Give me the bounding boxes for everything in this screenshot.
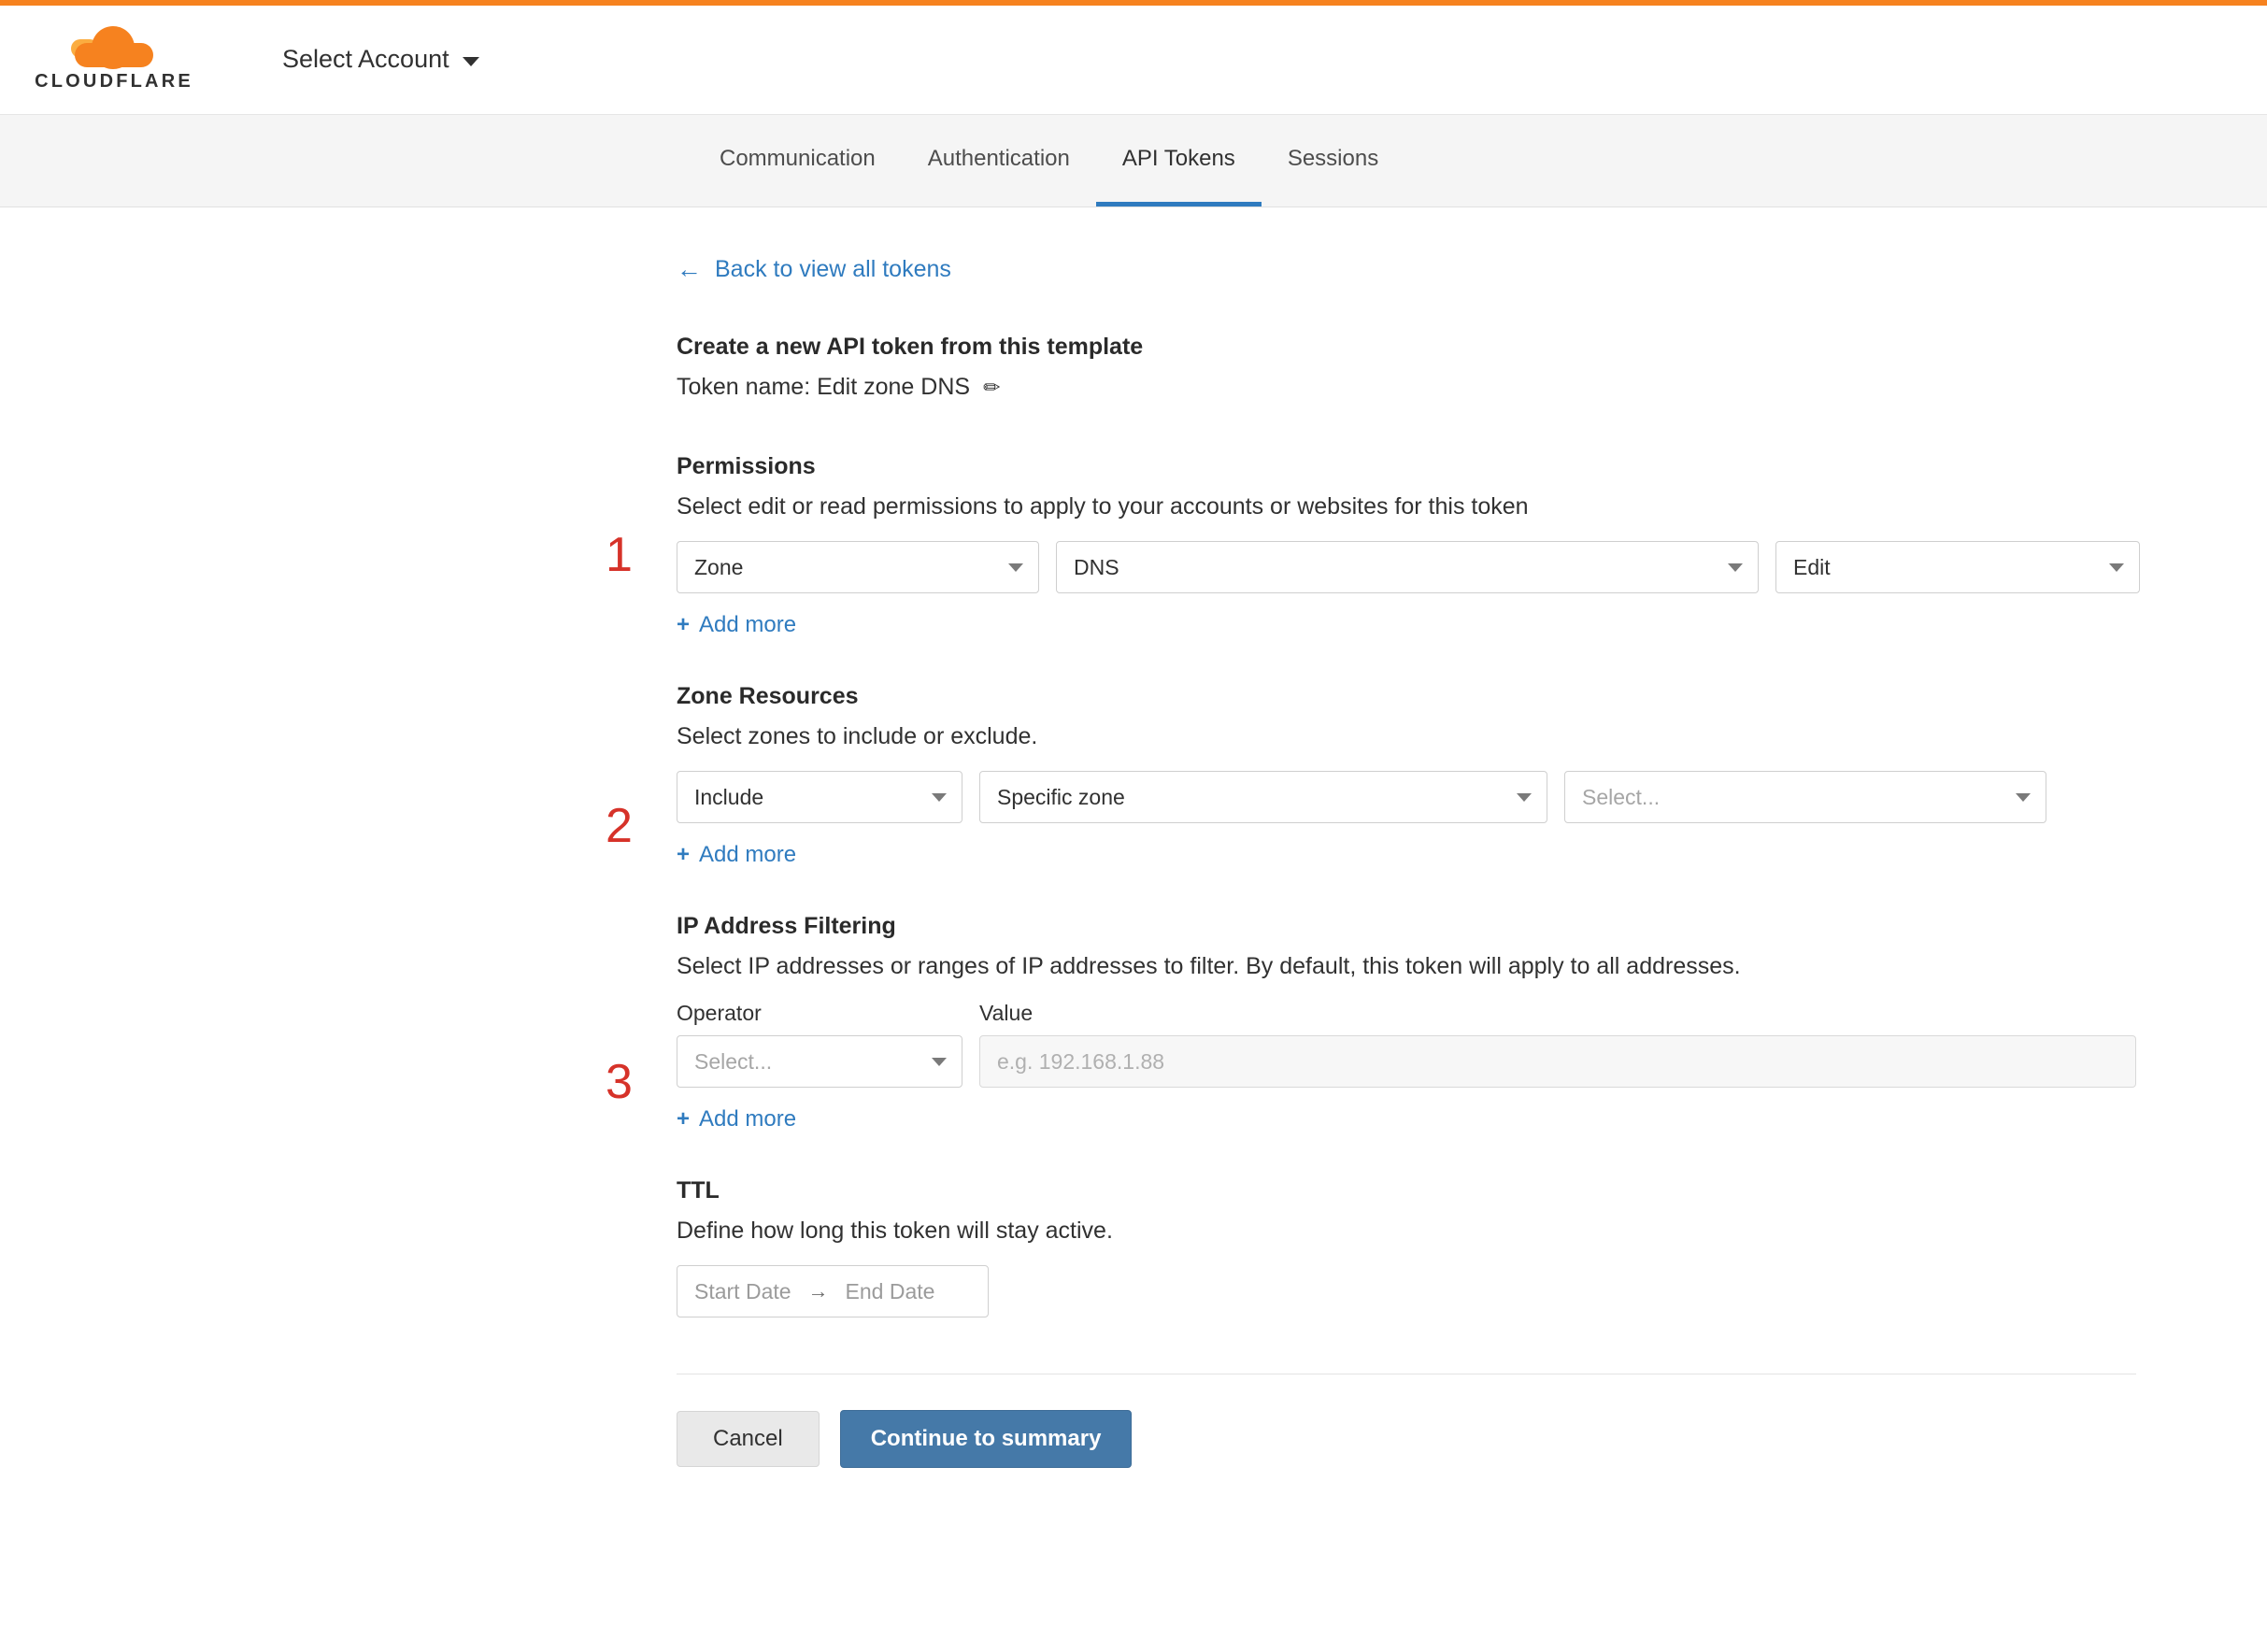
zone-inclusion-select[interactable]	[677, 771, 962, 823]
token-name-row	[677, 374, 2267, 401]
logo-wordmark: CLOUDFLARE	[35, 71, 193, 92]
zone-value-select[interactable]	[1564, 771, 2046, 823]
permissions-heading: Permissions	[677, 453, 816, 479]
ttl-date-range-picker[interactable]	[677, 1265, 989, 1317]
zone-resources-heading: Zone Resources	[677, 683, 859, 709]
step-number-1: 1	[606, 528, 633, 582]
permissions-add-more-button[interactable]	[677, 612, 2267, 638]
zone-resources-add-more-label: Add more	[699, 842, 797, 867]
ip-operator-placeholder: Select...	[694, 1048, 773, 1074]
cancel-button[interactable]: Cancel	[677, 1411, 820, 1467]
app-header	[0, 6, 2267, 114]
zone-value-placeholder: Select...	[1582, 784, 1661, 809]
tab-communication[interactable]	[693, 115, 902, 206]
main-content	[0, 207, 2267, 1468]
permissions-add-more-label: Add more	[699, 612, 797, 637]
zone-resources-add-more-button[interactable]	[677, 842, 2267, 868]
zone-type-value: Specific zone	[997, 784, 1125, 809]
permission-resource-select[interactable]	[1056, 541, 1759, 593]
footer-actions	[677, 1410, 2267, 1468]
zone-resources-description: Select zones to include or exclude.	[677, 723, 1038, 749]
ip-filtering-description: Select IP addresses or ranges of IP addresses to filter. By default, this token will apply to all addresses.	[677, 953, 1741, 979]
step-number-3: 3	[606, 1055, 633, 1109]
ip-filtering-add-more-label: Add more	[699, 1106, 797, 1132]
chevron-down-icon	[1728, 563, 1743, 572]
account-selector-label: Select Account	[282, 45, 449, 73]
plus-icon: +	[677, 842, 691, 867]
tab-api-tokens[interactable]	[1096, 115, 1262, 206]
permission-scope-value: Zone	[694, 554, 744, 579]
step-number-2: 2	[606, 799, 633, 853]
chevron-down-icon	[2016, 793, 2031, 802]
ttl-section	[677, 1177, 2267, 1317]
ip-operator-select[interactable]	[677, 1035, 962, 1088]
permissions-description: Select edit or read permissions to apply to your accounts or websites for this token	[677, 493, 1529, 520]
cloudflare-logo	[24, 26, 204, 93]
back-to-tokens-link[interactable]	[677, 256, 2267, 283]
arrow-right-icon: →	[807, 1279, 829, 1303]
ip-filtering-labels-row	[677, 1001, 2267, 1035]
tab-communication-label: Communication	[720, 145, 876, 171]
operator-label: Operator	[677, 1001, 762, 1025]
zone-type-select[interactable]	[979, 771, 1547, 823]
tab-authentication[interactable]	[902, 115, 1096, 206]
permissions-row	[677, 541, 2267, 593]
permission-level-select[interactable]	[1775, 541, 2140, 593]
chevron-down-icon	[1008, 563, 1023, 572]
token-name-label: Token name: Edit zone DNS	[677, 374, 971, 400]
arrow-left-icon: ←	[677, 255, 702, 283]
ip-filtering-row	[677, 1035, 2267, 1088]
permission-level-value: Edit	[1793, 554, 1831, 579]
chevron-down-icon	[2109, 563, 2124, 572]
template-section	[677, 334, 2267, 401]
edit-pencil-icon[interactable]: ✏	[983, 375, 1001, 399]
template-heading: Create a new API token from this template	[677, 334, 1144, 360]
ip-value-input[interactable]	[979, 1035, 2136, 1088]
ttl-description: Define how long this token will stay active.	[677, 1218, 1113, 1244]
plus-icon: +	[677, 612, 691, 637]
permission-scope-select[interactable]	[677, 541, 1039, 593]
ip-filtering-heading: IP Address Filtering	[677, 913, 896, 939]
back-to-tokens-label: Back to view all tokens	[715, 256, 951, 282]
zone-resources-section	[677, 683, 2267, 868]
ip-filtering-section	[677, 913, 2267, 1132]
cloud-icon	[71, 26, 157, 67]
ip-filtering-add-more-button[interactable]	[677, 1106, 2267, 1132]
chevron-down-icon	[932, 793, 947, 802]
permissions-section	[677, 453, 2267, 638]
tab-authentication-label: Authentication	[927, 145, 1070, 171]
zone-inclusion-value: Include	[694, 784, 764, 809]
section-nav	[0, 114, 2267, 207]
ttl-heading: TTL	[677, 1177, 720, 1203]
tab-sessions-label: Sessions	[1287, 145, 1379, 171]
chevron-down-icon	[1517, 793, 1532, 802]
ttl-end-date: End Date	[845, 1278, 935, 1303]
account-selector[interactable]	[282, 45, 479, 74]
chevron-down-icon	[932, 1058, 947, 1066]
plus-icon: +	[677, 1106, 691, 1132]
zone-resources-row	[677, 771, 2267, 823]
ip-value-placeholder: e.g. 192.168.1.88	[997, 1048, 1165, 1074]
chevron-down-icon	[463, 57, 479, 66]
tab-api-tokens-label: API Tokens	[1121, 145, 1235, 171]
ttl-start-date: Start Date	[694, 1278, 791, 1303]
permission-resource-value: DNS	[1074, 554, 1119, 579]
tab-sessions[interactable]	[1262, 115, 1404, 206]
continue-to-summary-button[interactable]: Continue to summary	[840, 1410, 1133, 1468]
value-label: Value	[979, 1001, 1034, 1025]
